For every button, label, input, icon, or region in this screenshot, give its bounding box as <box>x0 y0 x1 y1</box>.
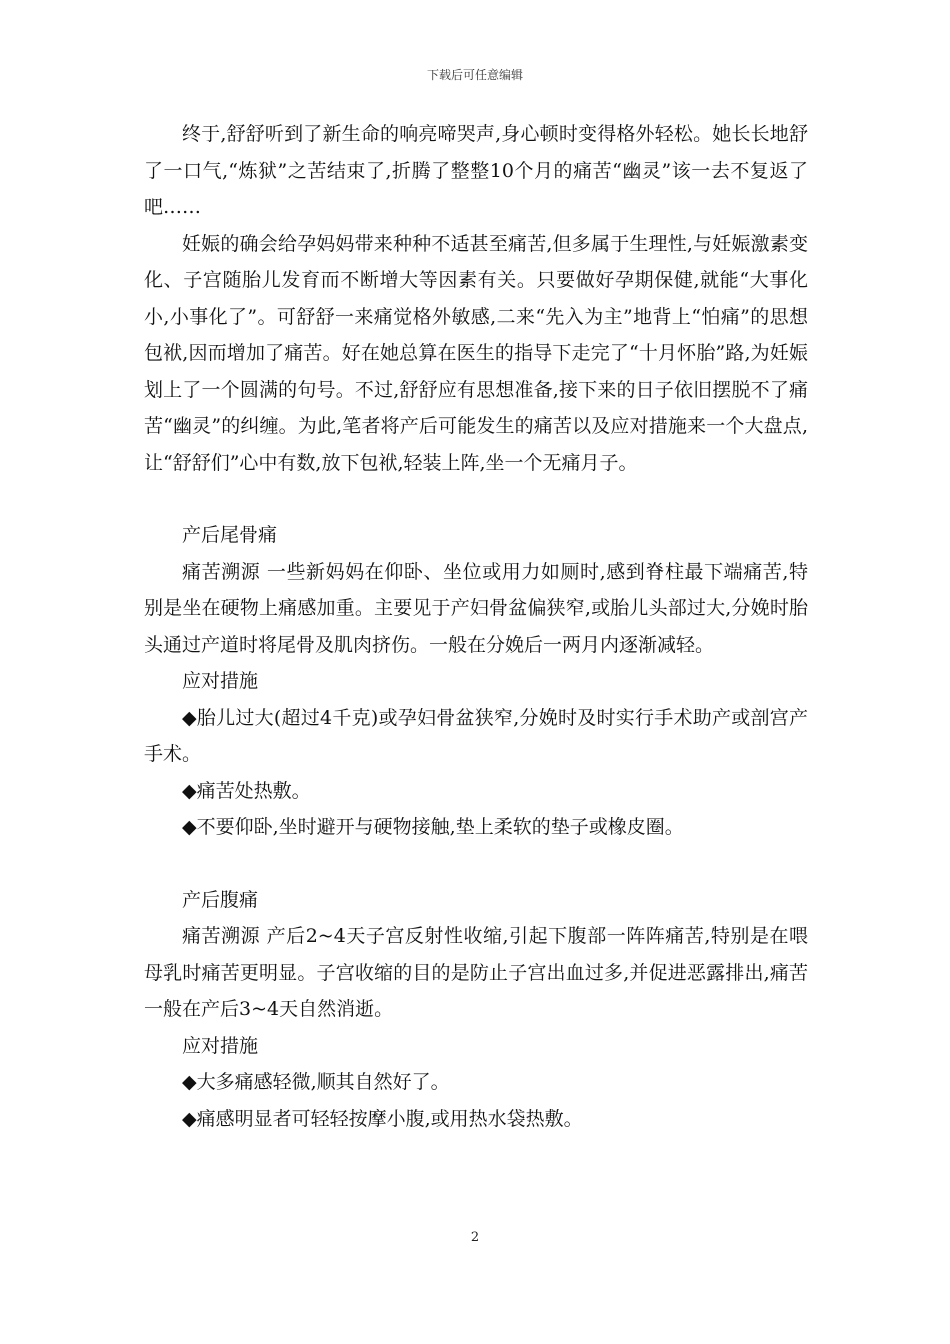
section-spacer <box>144 846 808 882</box>
section-title-abdominal-pain: 产后腹痛 <box>182 888 259 911</box>
paragraph-intro-1: 终于,舒舒听到了新生命的响亮啼哭声,身心顿时变得格外轻松。她长长地舒了一口气,“炼狱”之苦结束了,折腾了整整10个月的痛苦“幽灵”该一去不复返了吧…… <box>144 123 808 218</box>
section-spacer <box>144 481 808 517</box>
page-header: 下载后可任意编辑 <box>426 68 523 82</box>
measure-item: ◆痛感明显者可轻轻按摩小腹,或用热水袋热敷。 <box>182 1107 583 1130</box>
section-source-tailbone-pain: 痛苦溯源 一些新妈妈在仰卧、坐位或用力如厕时,感到脊柱最下端痛苦,特别是坐在硬物上痛感加重。主要见于产妇骨盆偏狭窄,或胎儿头部过大,分娩时胎头通过产道时将尾骨及肌肉挤伤。一般在分娩后一两月内逐渐减轻。 <box>144 560 808 656</box>
measure-item: ◆痛苦处热敷。 <box>182 779 311 802</box>
page-number: 2 <box>470 1230 480 1245</box>
section-title-tailbone-pain: 产后尾骨痛 <box>182 524 278 546</box>
measures-title-abdominal-pain: 应对措施 <box>182 1034 259 1057</box>
measures-title-tailbone-pain: 应对措施 <box>182 670 259 692</box>
measure-item: ◆大多痛感轻微,顺其自然好了。 <box>182 1071 450 1093</box>
measure-item: ◆胎儿过大(超过4千克)或孕妇骨盆狭窄,分娩时及时实行手术助产或剖宫产手术。 <box>144 706 808 765</box>
paragraph-intro-2: 妊娠的确会给孕妈妈带来种种不适甚至痛苦,但多属于生理性,与妊娠激素变化、子宫随胎儿发育而不断增大等因素有关。只要做好孕期保健,就能“大事化小,小事化了”。可舒舒一来痛觉格外敏感,二来“先入为主”地背上“怕痛”的思想包袱,因而增加了痛苦。好在她总算在医生的指导下走完了“十月怀胎”路,为妊娠划上了一个圆满的句号。不过,舒舒应有思想准备,接下来的日子依旧摆脱不了痛苦“幽灵”的纠缠。为此,笔者将产后可能发生的痛苦以及应对措施来一个大盘点,让“舒舒们”心中有数,放下包袱,轻装上阵,坐一个无痛月子。 <box>144 232 808 474</box>
document-body <box>144 116 808 1137</box>
section-source-abdominal-pain: 痛苦溯源 产后2~4天子宫反射性收缩,引起下腹部一阵阵痛苦,特别是在喂母乳时痛苦更明显。子宫收缩的目的是防止子宫出血过多,并促进恶露排出,痛苦一般在产后3~4天自然消逝。 <box>144 925 808 1020</box>
measure-item: ◆不要仰卧,坐时避开与硬物接触,垫上柔软的垫子或橡皮圈。 <box>182 816 684 838</box>
